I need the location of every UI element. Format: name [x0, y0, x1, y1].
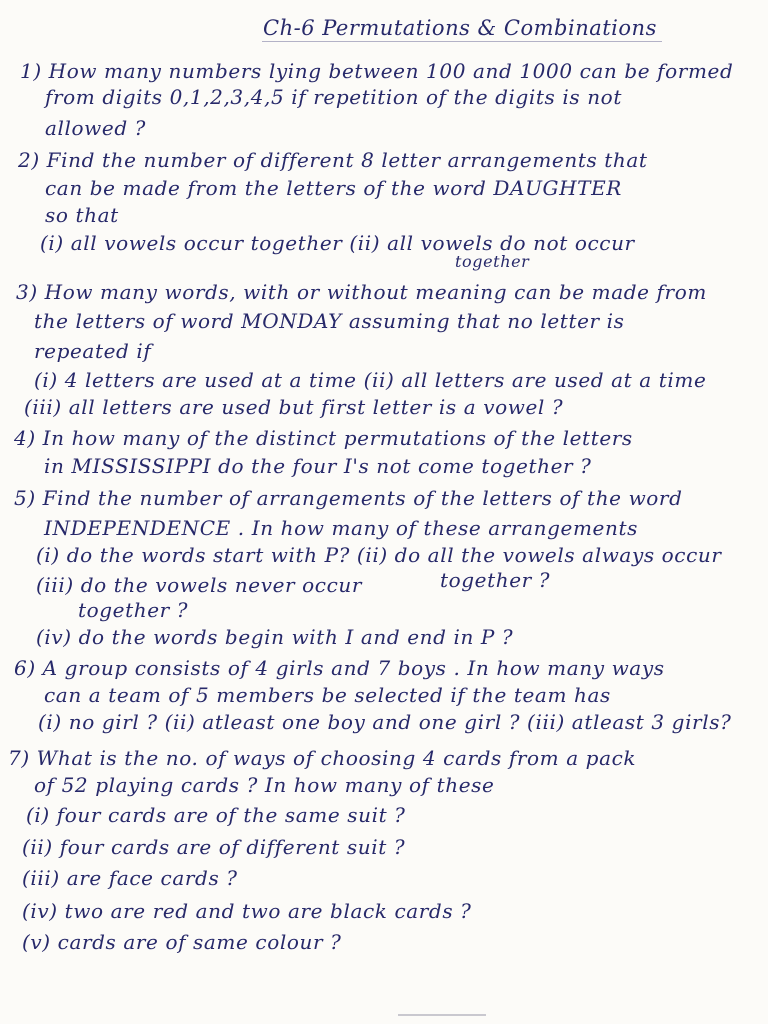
q2-part-1: (i) all vowels occur together (ii) all vowels do not occur: [40, 231, 635, 255]
q1-line-3: allowed ?: [45, 116, 146, 140]
q2-line-1: 2) Find the number of different 8 letter arrangements that: [18, 148, 648, 172]
q7-part-2: (ii) four cards are of different suit ?: [22, 835, 406, 859]
q6-parts: (i) no girl ? (ii) atleast one boy and one girl ? (iii) atleast 3 girls?: [38, 710, 732, 734]
q5-line-1: 5) Find the number of arrangements of the letters of the word: [14, 486, 683, 510]
q4-line-2: in MISSISSIPPI do the four I's not come together ?: [44, 454, 592, 478]
page-bottom-mark: [398, 1014, 486, 1016]
q5-part-3-tail: together ?: [78, 598, 189, 622]
q5-line-2: INDEPENDENCE . In how many of these arrangements: [44, 516, 638, 540]
q2-part-2-tail: together: [455, 252, 530, 271]
q5-parts-2: (iii) do the vowels never occur: [36, 573, 363, 597]
q1-line-1: 1) How many numbers lying between 100 and 1000 can be formed: [20, 59, 734, 83]
q2-line-2: can be made from the letters of the word DAUGHTER: [45, 176, 622, 200]
q7-part-4: (iv) two are red and two are black cards ?: [22, 899, 472, 923]
q6-line-2: can a team of 5 members be selected if the team has: [44, 683, 611, 707]
q7-part-1: (i) four cards are of the same suit ?: [26, 803, 406, 827]
q7-part-3: (iii) are face cards ?: [22, 866, 238, 890]
q7-line-2: of 52 playing cards ? In how many of these: [34, 773, 495, 797]
q6-line-1: 6) A group consists of 4 girls and 7 boys . In how many ways: [14, 656, 665, 680]
q4-line-1: 4) In how many of the distinct permutations of the letters: [14, 426, 633, 450]
q3-line-1: 3) How many words, with or without meaning can be made from: [16, 280, 707, 304]
q3-parts-2: (iii) all letters are used but first letter is a vowel ?: [24, 395, 564, 419]
title-underline: [262, 41, 662, 42]
q7-line-1: 7) What is the no. of ways of choosing 4 cards from a pack: [8, 746, 637, 770]
q5-part-2-tail: together ?: [440, 568, 551, 592]
q3-parts-1: (i) 4 letters are used at a time (ii) all letters are used at a time: [34, 368, 707, 392]
q3-line-2: the letters of word MONDAY assuming that no letter is: [34, 309, 625, 333]
q2-line-3: so that: [45, 203, 119, 227]
q5-parts-1: (i) do the words start with P? (ii) do all the vowels always occur: [36, 543, 722, 567]
q3-line-3: repeated if: [34, 339, 152, 363]
q7-part-5: (v) cards are of same colour ?: [22, 930, 342, 954]
q1-line-2: from digits 0,1,2,3,4,5 if repetition of the digits is not: [45, 85, 622, 109]
q5-part-4: (iv) do the words begin with I and end in P ?: [36, 625, 514, 649]
page-title: Ch-6 Permutations & Combinations: [263, 16, 657, 40]
